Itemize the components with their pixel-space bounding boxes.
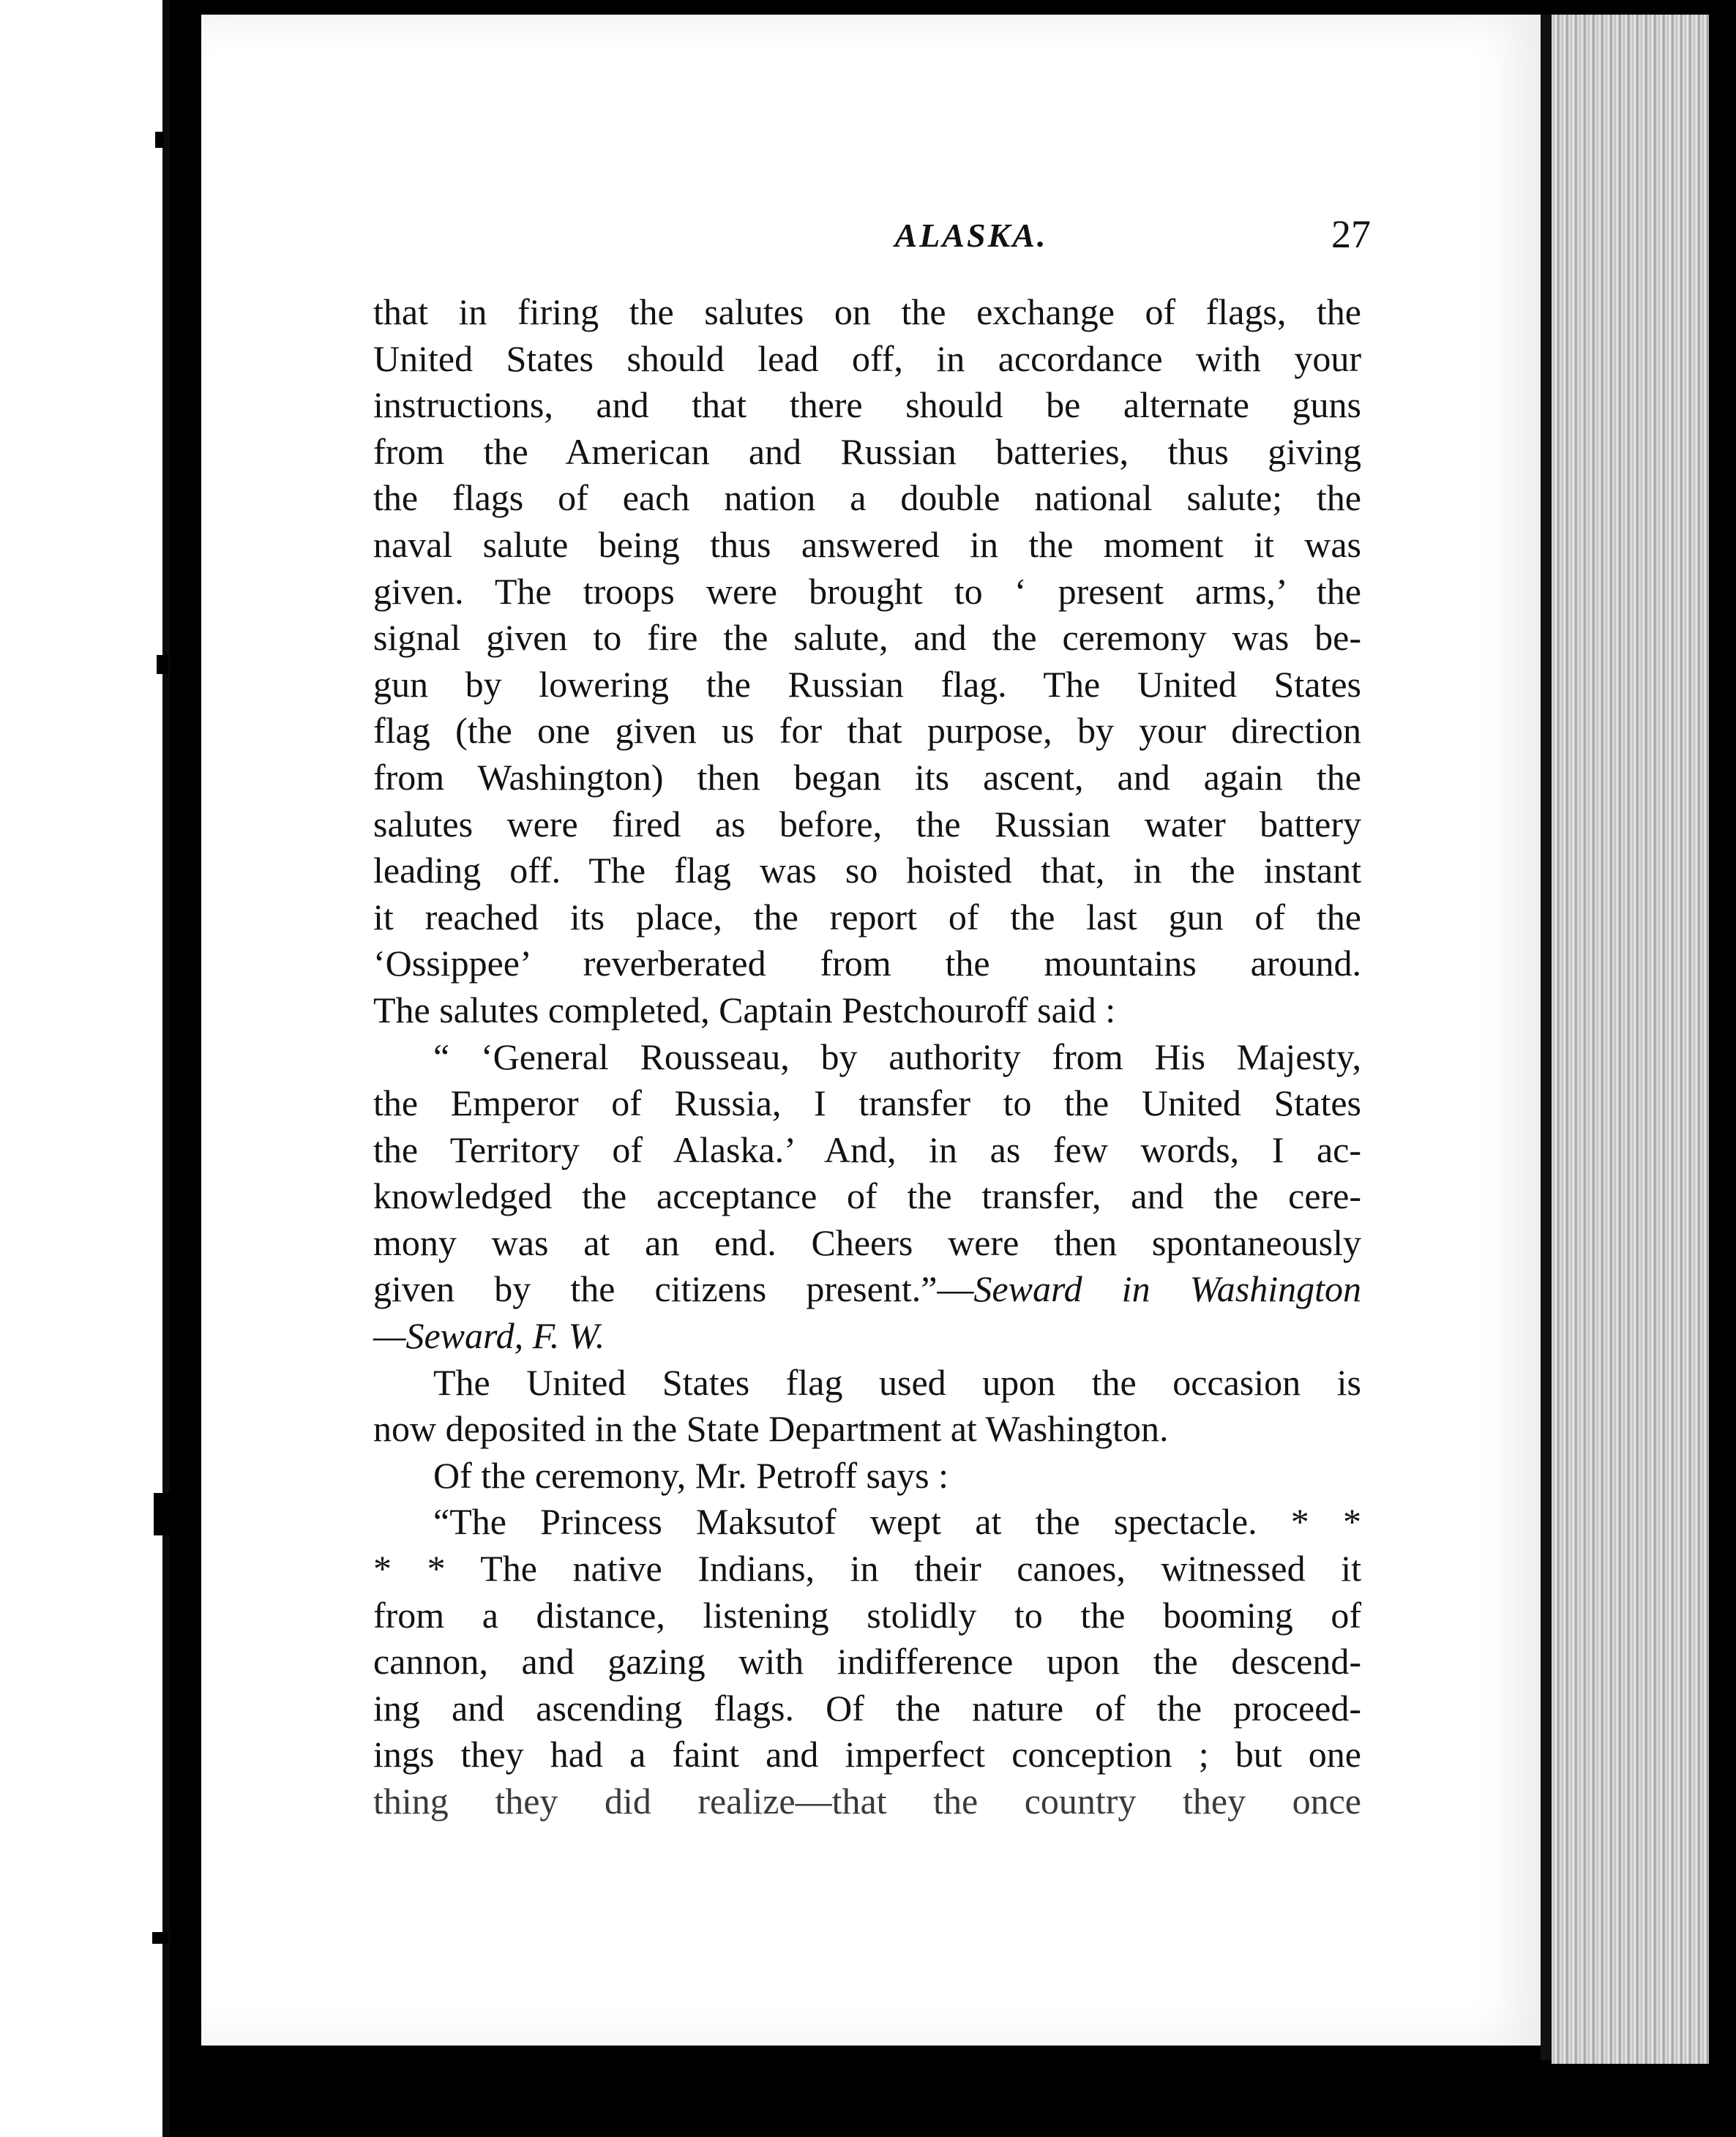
text-line: that in firing the salutes on the exchange of flags, the	[373, 291, 1361, 332]
quote-line: the Territory of Alaska.’ And, in as few words, I ac-	[373, 1129, 1361, 1170]
binding-gutter	[0, 0, 168, 2137]
text-line: gun by lowering the Russian flag. The United States	[373, 663, 1361, 705]
text-line: the flags of each nation a double national salute; the	[373, 477, 1361, 519]
page-edges	[1552, 15, 1709, 2064]
text-line: instructions, and that there should be alternate guns	[373, 384, 1361, 426]
quote-line: * * The native Indians, in their canoes, witnessed it	[373, 1548, 1361, 1590]
page-header	[201, 212, 1544, 267]
text-line: it reached its place, the report of the last gun of the	[373, 896, 1361, 937]
text-line: ‘Ossippee’ reverberated from the mountains around.	[373, 943, 1361, 984]
body-text	[373, 289, 1361, 1825]
text-line: United States should lead off, in accordance with your	[373, 337, 1361, 379]
text-line: given. The troops were brought to ‘ present arms,’ the	[373, 570, 1361, 612]
text-line: Of the ceremony, Mr. Petroff says :	[433, 1454, 949, 1496]
quote-line: from a distance, listening stolidly to the booming of	[373, 1594, 1361, 1636]
running-head: ALASKA.	[894, 217, 1048, 254]
text-line: salutes were fired as before, the Russian water battery	[373, 803, 1361, 845]
text-line: now deposited in the State Department at Washington.	[373, 1408, 1169, 1450]
page-number: 27	[1331, 212, 1371, 256]
binding-line	[162, 0, 170, 2137]
text-line: from the American and Russian batteries, thus giving	[373, 430, 1361, 472]
text-line: flag (the one given us for that purpose, by your direction	[373, 710, 1361, 752]
quote-line: “ ‘General Rousseau, by authority from His Majesty,	[433, 1036, 1361, 1077]
text-line: leading off. The flag was so hoisted that, in the instant	[373, 850, 1361, 891]
citation: —Seward, F. W.	[373, 1315, 605, 1357]
binding-mark	[157, 655, 168, 674]
quote-line: “The Princess Maksutof wept at the spectacle. * *	[433, 1501, 1361, 1543]
quote-line: thing they did realize—that the country they once	[373, 1781, 1361, 1822]
text-line: signal given to fire the salute, and the ceremony was be-	[373, 617, 1361, 659]
quote-line: mony was at an end. Cheers were then spontaneously	[373, 1221, 1361, 1263]
binding-mark	[154, 1493, 176, 1535]
quote-line: ing and ascending flags. Of the nature of the proceed-	[373, 1687, 1361, 1729]
text-line: The United States flag used upon the occasion is	[433, 1361, 1361, 1403]
quote-last-text: given by the citizens present.”—	[373, 1268, 974, 1310]
quote-line: cannon, and gazing with indifference upon the descend-	[373, 1641, 1361, 1683]
text-line: naval salute being thus answered in the moment it was	[373, 523, 1361, 565]
quote-last-line	[373, 1266, 1361, 1313]
binding-mark	[155, 132, 164, 148]
page-shadow	[1541, 15, 1552, 2060]
quote-line: the Emperor of Russia, I transfer to the United States	[373, 1082, 1361, 1124]
quote-source: Seward in Washington	[973, 1268, 1361, 1310]
quote-line: knowledged the acceptance of the transfer, and the cere-	[373, 1175, 1361, 1217]
text-line: The salutes completed, Captain Pestchouroff said :	[373, 989, 1116, 1030]
quote-line: ings they had a faint and imperfect conception ; but one	[373, 1734, 1361, 1775]
text-line: from Washington) then began its ascent, and again the	[373, 756, 1361, 798]
binding-mark	[152, 1932, 168, 1944]
